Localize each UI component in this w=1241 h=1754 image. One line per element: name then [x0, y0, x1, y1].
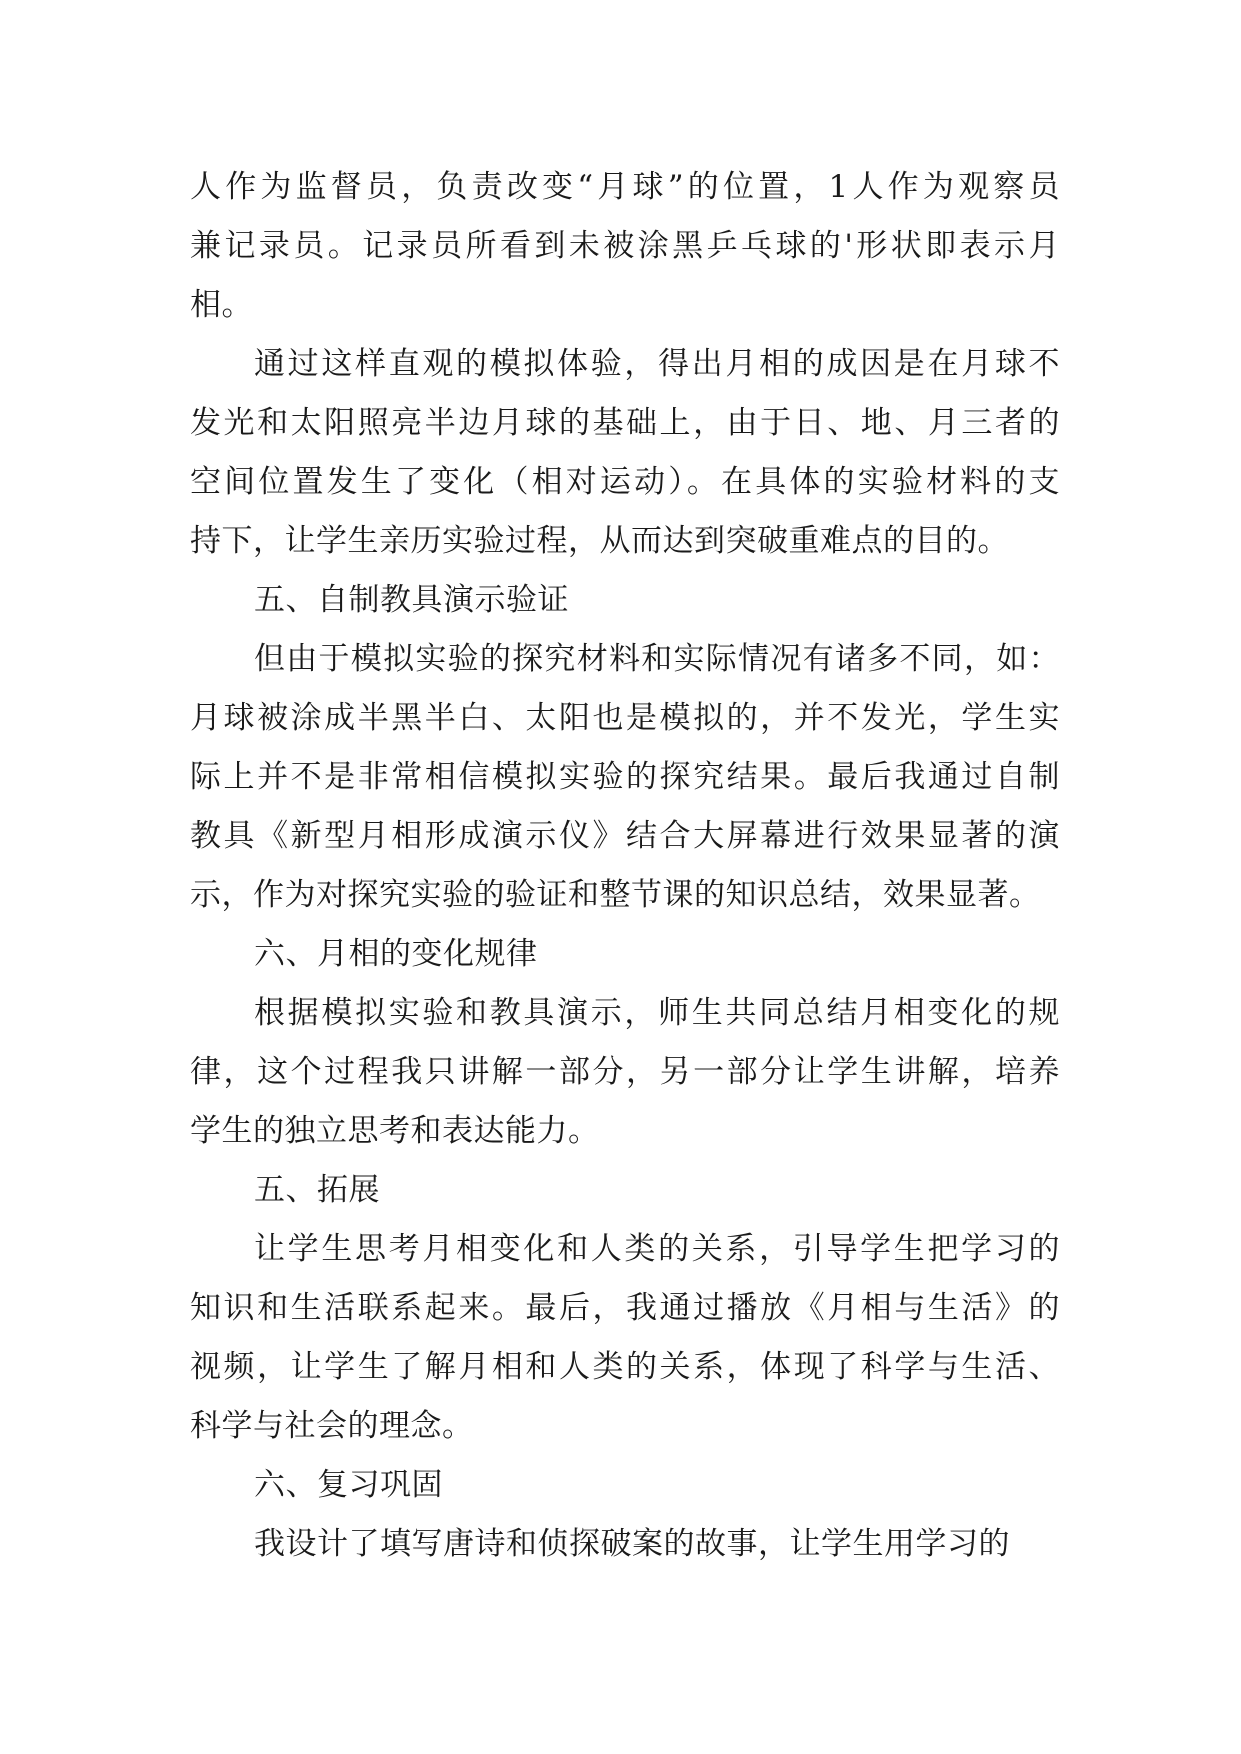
paragraph-line: 我设计了填写唐诗和侦探破案的故事，让学生用学习的: [254, 1526, 1010, 1562]
paragraph-line: 月球被涂成半黑半白、太阳也是模拟的，并不发光，学生实: [190, 700, 1060, 736]
paragraph-line: 律，这个过程我只讲解一部分，另一部分让学生讲解，培养: [190, 1054, 1060, 1090]
paragraph-line: 让学生思考月相变化和人类的关系，引导学生把学习的: [254, 1231, 1060, 1267]
paragraph-line: 相。: [190, 287, 253, 323]
paragraph-line: 但由于模拟实验的探究材料和实际情况有诸多不同，如：: [254, 641, 1060, 677]
paragraph-line: 持下，让学生亲历实验过程，从而达到突破重难点的目的。: [190, 523, 1009, 559]
paragraph-line: 兼记录员。记录员所看到未被涂黑乒乓球的'形状即表示月: [190, 228, 1060, 264]
paragraph-line: 际上并不是非常相信模拟实验的探究结果。最后我通过自制: [190, 759, 1060, 795]
section-heading: 六、月相的变化规律: [254, 936, 538, 972]
section-heading: 六、复习巩固: [254, 1467, 443, 1503]
section-heading: 五、自制教具演示验证: [254, 582, 569, 618]
paragraph-line: 学生的独立思考和表达能力。: [190, 1113, 600, 1149]
section-heading: 五、拓展: [254, 1172, 380, 1208]
paragraph-line: 视频，让学生了解月相和人类的关系，体现了科学与生活、: [190, 1349, 1060, 1385]
paragraph-line: 知识和生活联系起来。最后，我通过播放《月相与生活》的: [190, 1290, 1060, 1326]
paragraph-line: 科学与社会的理念。: [190, 1408, 474, 1444]
paragraph-line: 人作为监督员，负责改变“月球”的位置，1人作为观察员: [190, 169, 1060, 205]
paragraph-line: 示，作为对探究实验的验证和整节课的知识总结，效果显著。: [190, 877, 1041, 913]
paragraph-line: 空间位置发生了变化（相对运动）。在具体的实验材料的支: [190, 464, 1060, 500]
paragraph-line: 通过这样直观的模拟体验，得出月相的成因是在月球不: [254, 346, 1060, 382]
paragraph-line: 发光和太阳照亮半边月球的基础上，由于日、地、月三者的: [190, 405, 1060, 441]
paragraph-line: 教具《新型月相形成演示仪》结合大屏幕进行效果显著的演: [190, 818, 1060, 854]
paragraph-line: 根据模拟实验和教具演示，师生共同总结月相变化的规: [254, 995, 1060, 1031]
document-body: [190, 158, 1060, 1574]
